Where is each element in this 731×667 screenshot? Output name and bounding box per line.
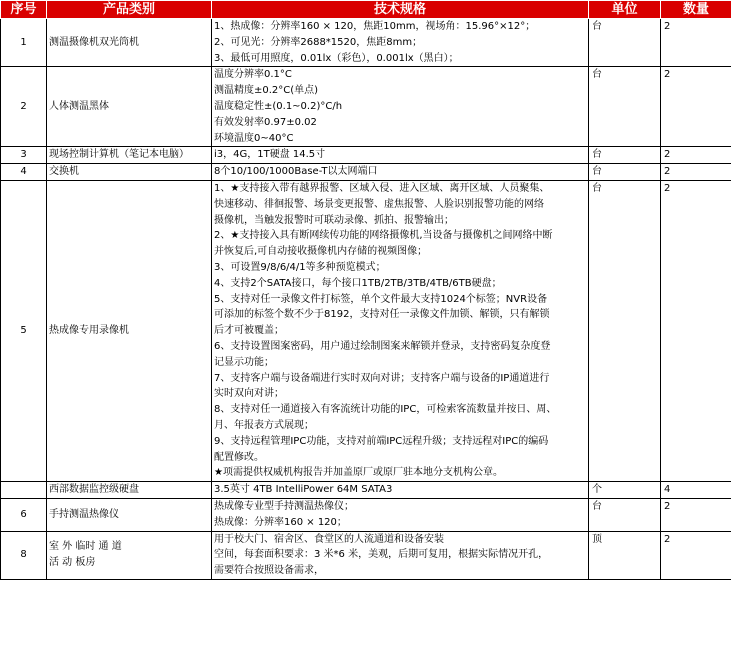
unit: 台 xyxy=(589,67,661,147)
row-number: 3 xyxy=(1,147,47,164)
spec-line: 5、支持对任一录像文件打标签，单个文件最大支持1024个标签；NVR设备 xyxy=(214,293,548,305)
header-no: 序号 xyxy=(1,1,47,19)
spec-line: 环境温度0~40°C xyxy=(214,132,294,144)
unit: 个 xyxy=(589,482,661,499)
spec-line: 3、最低可用照度，0.01lx（彩色），0.001lx（黑白）； xyxy=(214,52,459,64)
product-category: 热成像专用录像机 xyxy=(47,180,212,481)
spec-line: 快速移动、徘徊报警、场景变更报警、虚焦报警、人脸识别报警功能的网络 xyxy=(214,198,544,210)
spec-line: 温度稳定性±(0.1~0.2)°C/h xyxy=(214,100,343,112)
technical-spec xyxy=(212,498,589,531)
table-row xyxy=(1,147,731,164)
quantity: 2 xyxy=(661,164,731,181)
spec-line: 4、支持2个SATA接口，每个接口1TB/2TB/3TB/4TB/6TB硬盘； xyxy=(214,277,502,289)
product-category xyxy=(47,531,212,579)
quantity: 2 xyxy=(661,180,731,481)
row-number: 8 xyxy=(1,531,47,579)
unit: 台 xyxy=(589,164,661,181)
technical-spec xyxy=(212,164,589,181)
spec-line: 6、支持设置图案密码，用户通过绘制图案来解锁并登录，支持密码复杂度登 xyxy=(214,340,551,352)
spec-line: 摄像机，当触发报警时可联动录像、抓拍、报警输出； xyxy=(214,214,454,226)
table-row xyxy=(1,180,731,481)
spec-line: 测温精度±0.2°C(单点) xyxy=(214,85,319,97)
quantity: 2 xyxy=(661,19,731,67)
row-number xyxy=(1,482,47,499)
spec-line: 热成像专业型手持测温热像仪； xyxy=(214,500,354,512)
spec-line: 需要符合按照设备需求， xyxy=(214,565,324,577)
unit: 台 xyxy=(589,19,661,67)
technical-spec xyxy=(212,180,589,481)
header-spec: 技术规格 xyxy=(212,1,589,19)
quantity: 2 xyxy=(661,147,731,164)
table-row xyxy=(1,531,731,579)
spec-line: i3，4G，1T硬盘 14.5寸 xyxy=(214,149,326,161)
unit: 台 xyxy=(589,147,661,164)
spec-line: 8、支持对任一通道接入有客流统计功能的IPC，可检索客流数量并按日、周、 xyxy=(214,404,557,416)
spec-line: 2、★支持接入具有断网续传功能的网络摄像机,当设备与摄像机之间网络中断 xyxy=(214,230,553,242)
spec-line: 实时双向对讲； xyxy=(214,388,284,400)
header-row xyxy=(1,1,731,19)
product-category: 西部数据监控级硬盘 xyxy=(47,482,212,499)
spec-line: 3.5英寸 4TB IntelliPower 64M SATA3 xyxy=(214,484,393,496)
product-category: 交换机 xyxy=(47,164,212,181)
spec-line: 并恢复后,可自动接收摄像机内存储的视频图像； xyxy=(214,246,428,258)
product-category: 现场控制计算机（笔记本电脑） xyxy=(47,147,212,164)
spec-line: 7、支持客户端与设备端进行实时双向对讲；支持客户端与设备的IP通道进行 xyxy=(214,372,550,384)
product-category-line: 室 外 临时 通 道 xyxy=(49,541,122,553)
spec-line: 热成像：分辨率160 × 120； xyxy=(214,516,347,528)
product-category: 人体测温黑体 xyxy=(47,67,212,147)
spec-line: 空间，每套面积要求：3 米*6 米，美观，后期可复用，根据实际情况开孔， xyxy=(214,549,549,561)
table-row xyxy=(1,498,731,531)
spec-line: 月、年报表方式展现； xyxy=(214,419,314,431)
row-number: 2 xyxy=(1,67,47,147)
unit: 顶 xyxy=(589,531,661,579)
spec-line: 8个10/100/1000Base-T以太网端口 xyxy=(214,166,378,178)
spec-line: 记显示功能； xyxy=(214,356,274,368)
spec-line: 3、可设置9/8/6/4/1等多种预览模式； xyxy=(214,261,386,273)
spec-line: 后才可被覆盖； xyxy=(214,325,284,337)
row-number: 6 xyxy=(1,498,47,531)
unit: 台 xyxy=(589,180,661,481)
table-row xyxy=(1,19,731,67)
quantity: 4 xyxy=(661,482,731,499)
table-row xyxy=(1,164,731,181)
row-number: 1 xyxy=(1,19,47,67)
header-category: 产品类别 xyxy=(47,1,212,19)
spec-line: 有效发射率0.97±0.02 xyxy=(214,116,317,128)
technical-spec xyxy=(212,147,589,164)
spec-line: 9、支持远程管理IPC功能，支持对前端IPC远程升级；支持远程对IPC的编码 xyxy=(214,435,549,447)
product-category: 手持测温热像仪 xyxy=(47,498,212,531)
product-category: 测温摄像机双光筒机 xyxy=(47,19,212,67)
row-number: 5 xyxy=(1,180,47,481)
table-row xyxy=(1,482,731,499)
quantity: 2 xyxy=(661,498,731,531)
quantity: 2 xyxy=(661,531,731,579)
quantity: 2 xyxy=(661,67,731,147)
spec-line: 1、热成像：分辨率160 × 120，焦距10mm，视场角：15.96°×12°； xyxy=(214,21,536,32)
spec-line: ★项需提供权威机构报告并加盖原厂或原厂驻本地分支机构公章。 xyxy=(214,467,503,479)
spec-line: 温度分辨率0.1°C xyxy=(214,69,292,81)
header-unit: 单位 xyxy=(589,1,661,19)
product-category-line: 活 动 板房 xyxy=(49,557,96,569)
table-body xyxy=(1,19,731,580)
spec-line: 2、可见光：分辨率2688*1520，焦距8mm； xyxy=(214,36,423,48)
spec-line: 1、★支持接入带有越界报警、区域入侵、进入区域、离开区域、人员聚集、 xyxy=(214,182,550,194)
row-number: 4 xyxy=(1,164,47,181)
table-row xyxy=(1,67,731,147)
spec-line: 可添加的标签个数不少于8192，支持对任一录像文件加锁、解锁，只有解锁 xyxy=(214,309,550,321)
spec-line: 用于校大门、宿舍区、食堂区的人流通道和设备安装 xyxy=(214,533,444,545)
technical-spec xyxy=(212,482,589,499)
technical-spec xyxy=(212,531,589,579)
spec-line: 配置修改。 xyxy=(214,451,264,463)
unit: 台 xyxy=(589,498,661,531)
technical-spec xyxy=(212,67,589,147)
technical-spec xyxy=(212,19,589,67)
header-qty: 数量 xyxy=(661,1,731,19)
